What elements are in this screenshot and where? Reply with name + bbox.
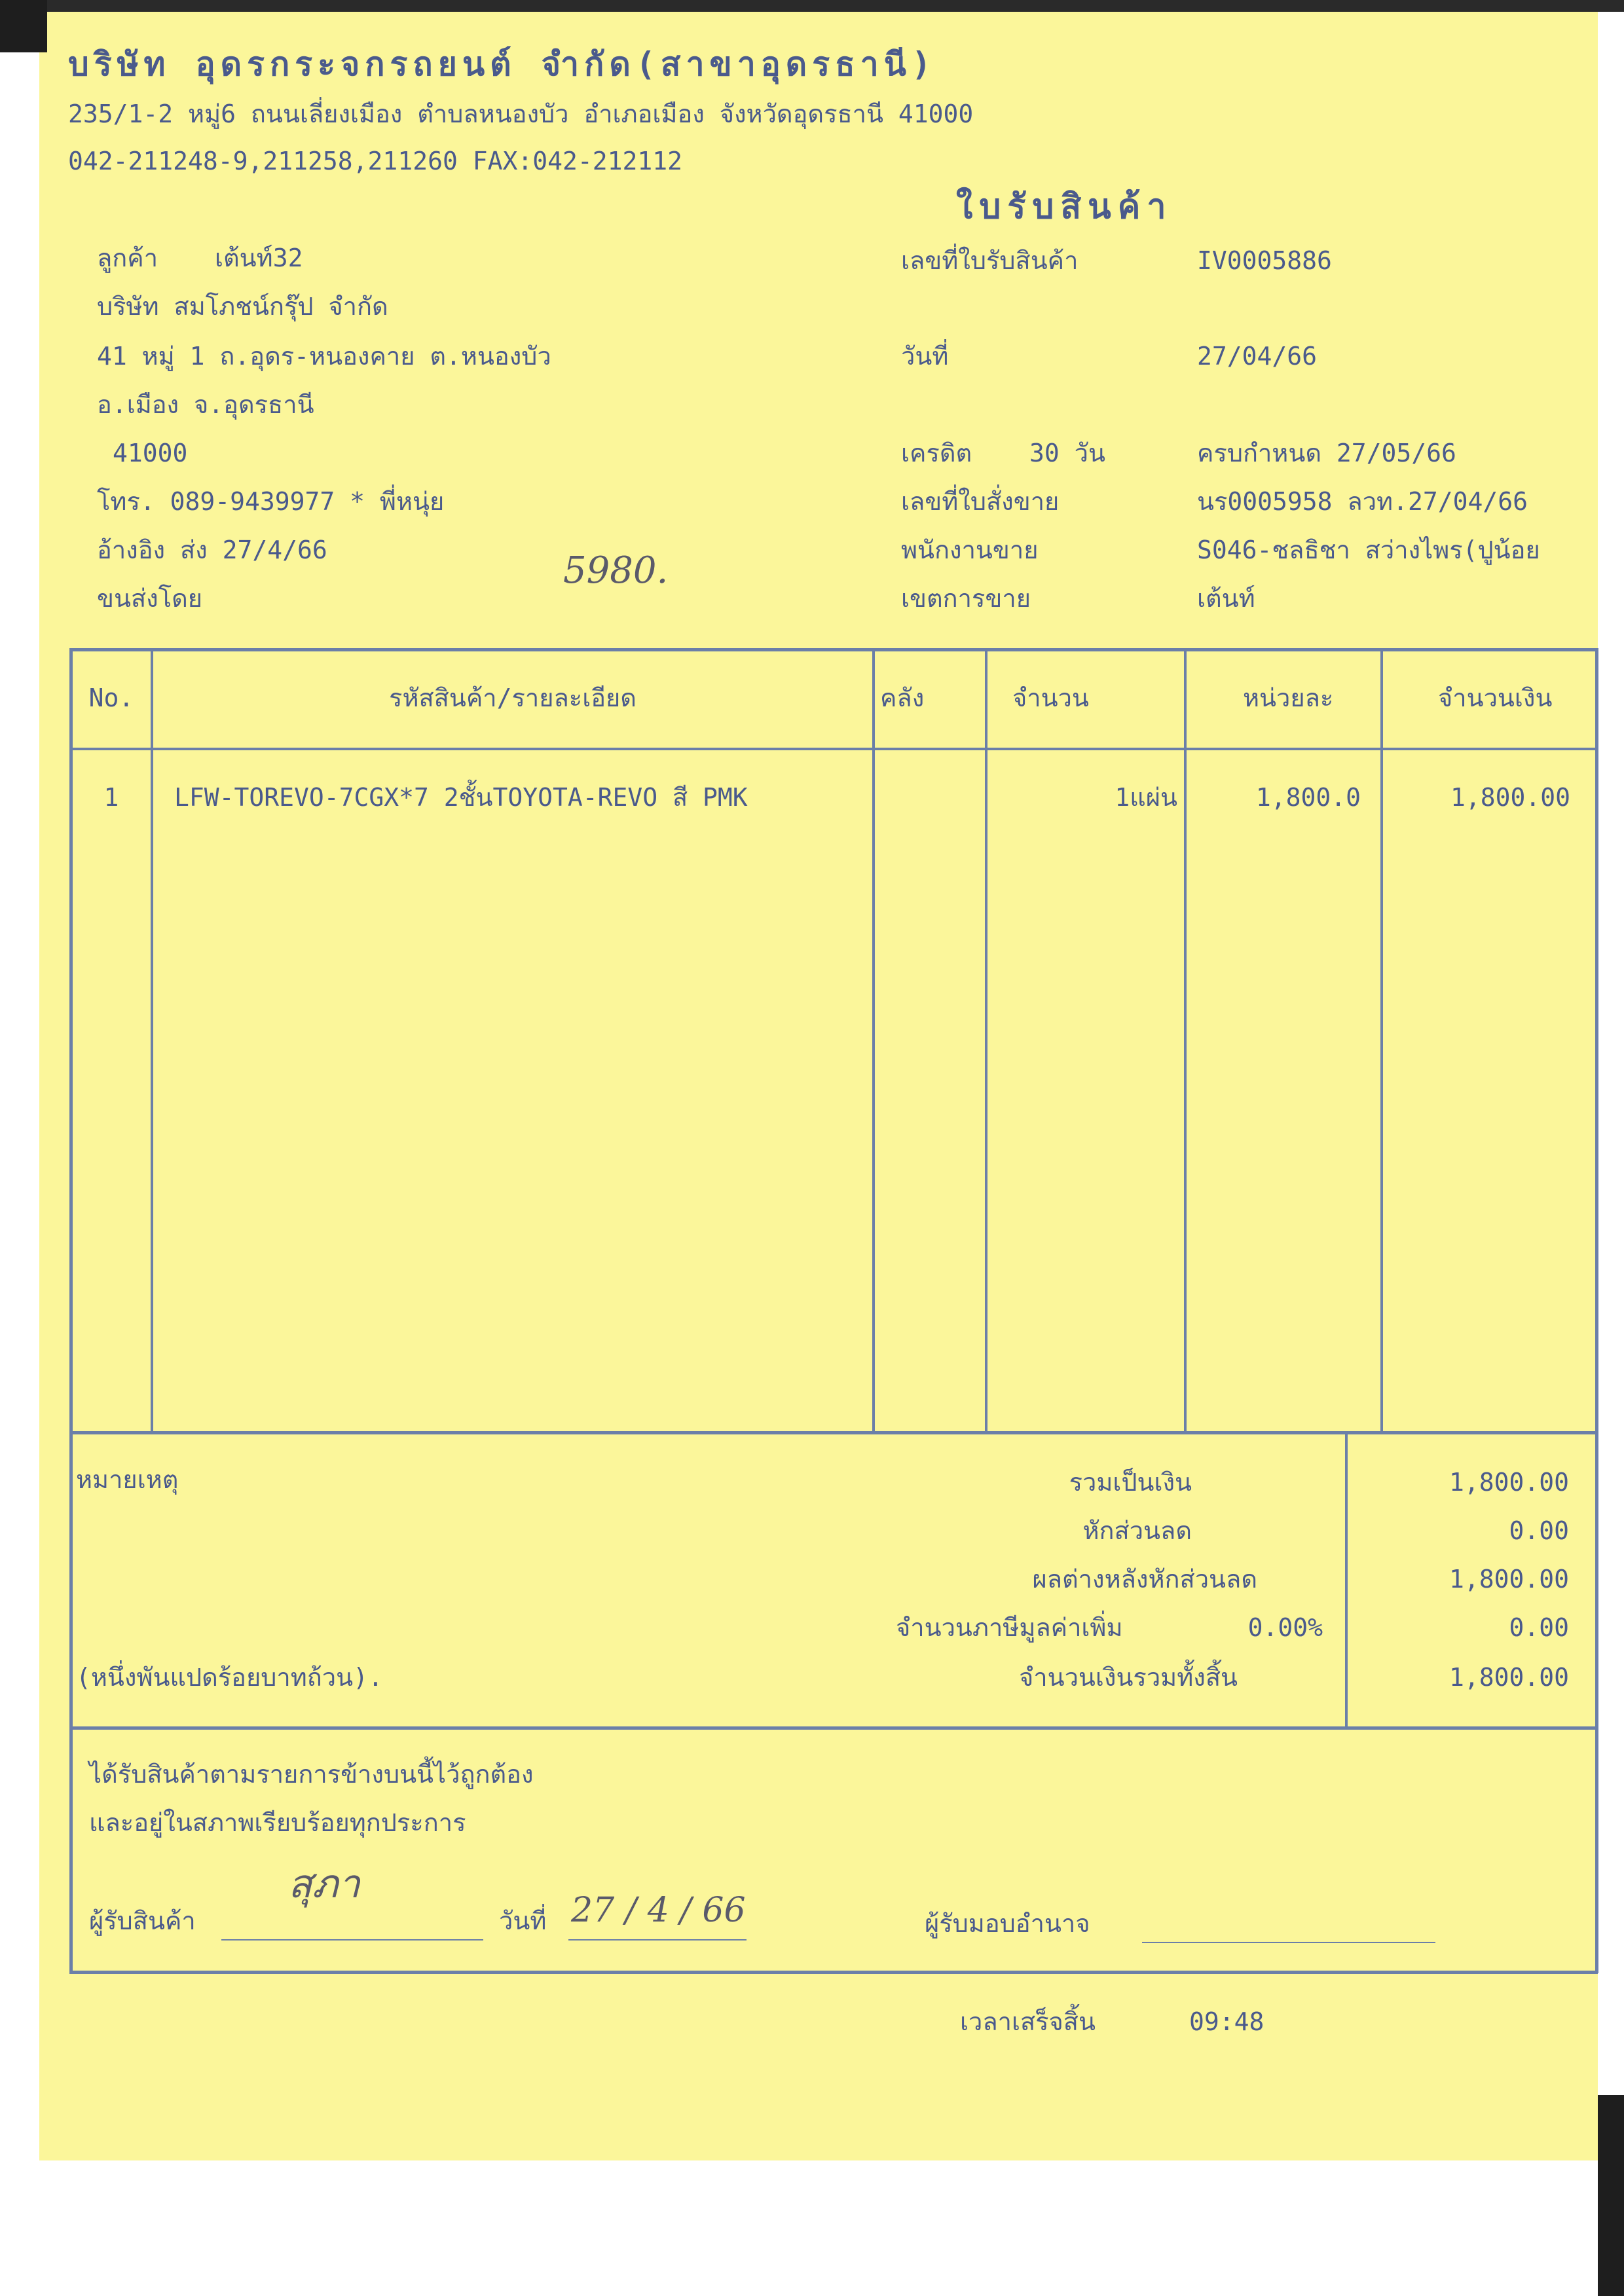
finish-time-value: 09:48 <box>1189 2007 1264 2036</box>
authorized-signature-line <box>1142 1942 1435 1943</box>
scan-edge <box>1598 2095 1624 2296</box>
vat-value: 0.00 <box>1509 1613 1569 1642</box>
sales-label: พนักงานขาย <box>901 536 1039 564</box>
table-row-qty: 1แผ่น <box>1115 783 1177 812</box>
col-header-amount: จำนวนเงิน <box>1438 683 1553 712</box>
column-divider <box>1380 648 1383 1431</box>
company-name: บริษัท อุดรกระจกรถยนต์ จำกัด(สาขาอุดรธานี) <box>68 45 937 83</box>
grand-total-label: จำนวนเงินรวมทั้งสิ้น <box>1019 1663 1238 1692</box>
doc-title: ใบรับสินค้า <box>956 187 1173 227</box>
so-label: เลขที่ใบสั่งขาย <box>901 487 1060 516</box>
summary-divider <box>1345 1434 1348 1726</box>
col-header-description: รหัสสินค้า/รายละเอียด <box>389 683 637 712</box>
column-divider <box>151 648 153 1431</box>
discount-value: 0.00 <box>1509 1516 1569 1545</box>
customer-label: ลูกค้า <box>97 244 158 272</box>
col-header-unit-price: หน่วยละ <box>1243 683 1334 712</box>
doc-no-label: เลขที่ใบรับสินค้า <box>901 246 1079 275</box>
customer-code: เต้นท์32 <box>215 244 303 272</box>
after-discount-value: 1,800.00 <box>1449 1565 1569 1594</box>
receiver-signature-line <box>221 1939 483 1941</box>
area-label: เขตการขาย <box>901 584 1031 613</box>
vat-label: จำนวนภาษีมูลค่าเพิ่ม <box>896 1613 1123 1642</box>
company-phone: 042-211248-9,211258,211260 FAX:042-212112 <box>68 147 682 175</box>
date-value: 27/04/66 <box>1197 342 1318 371</box>
customer-postcode: 41000 <box>113 439 188 467</box>
table-row-unit-price: 1,800.0 <box>1255 783 1361 812</box>
company-address: 235/1-2 หมู่6 ถนนเลี่ยงเมือง ตำบลหนองบัว อำเภอเมือง จังหวัดอุดรธานี 41000 <box>68 100 974 128</box>
col-header-no: No. <box>88 683 134 712</box>
table-row-amount: 1,800.00 <box>1450 783 1570 812</box>
sales-value: S046-ชลธิชา สว่างไพร(ปูน้อย <box>1197 536 1540 564</box>
customer-phone: โทร. 089-9439977 * พี่หนุ่ย <box>97 487 445 516</box>
doc-no: IV0005886 <box>1197 246 1332 275</box>
table-border-bottom <box>69 1431 1598 1434</box>
box-border-left <box>69 648 73 1973</box>
date-label: วันที่ <box>901 342 949 371</box>
box-border-right <box>1595 648 1598 1973</box>
discount-label: หักส่วนลด <box>1082 1516 1192 1545</box>
so-value: นร0005958 ลวท.27/04/66 <box>1197 487 1528 516</box>
receive-date-label: วันที่ <box>499 1906 547 1935</box>
after-discount-label: ผลต่างหลังหักส่วนลด <box>1032 1565 1257 1594</box>
due-date: ครบกำหนด 27/05/66 <box>1197 439 1456 467</box>
customer-address2: อ.เมือง จ.อุดรธานี <box>97 390 314 419</box>
table-border-top <box>69 648 1598 651</box>
credit-label: เครดิต <box>901 439 972 467</box>
total-value: 1,800.00 <box>1449 1468 1569 1497</box>
customer-ref: อ้างอิง ส่ง 27/4/66 <box>97 536 327 564</box>
scan-edge <box>0 0 1624 12</box>
box-border-bottom <box>69 1971 1598 1974</box>
amount-in-words: (หนึ่งพันแปดร้อยบาทถ้วน). <box>76 1663 383 1692</box>
authorized-label: ผู้รับมอบอำนาจ <box>925 1909 1090 1938</box>
col-header-store: คลัง <box>880 683 925 712</box>
remark-label: หมายเหตุ <box>76 1465 179 1494</box>
col-header-qty: จำนวน <box>1012 683 1089 712</box>
credit-value: 30 วัน <box>1029 439 1105 467</box>
scan-edge <box>0 0 47 52</box>
customer-address1: 41 หมู่ 1 ถ.อุดร-หนองคาย ต.หนองบัว <box>97 342 551 371</box>
table-header-divider <box>69 748 1598 750</box>
area-value: เต้นท์ <box>1197 584 1255 613</box>
column-divider <box>1184 648 1187 1431</box>
receiver-label: ผู้รับสินค้า <box>89 1906 196 1935</box>
total-label: รวมเป็นเงิน <box>1069 1468 1192 1497</box>
column-divider <box>985 648 987 1431</box>
receive-date-line <box>568 1939 747 1941</box>
vat-rate: 0.00% <box>1247 1613 1323 1642</box>
confirm-line2: และอยู่ในสภาพเรียบร้อยทุกประการ <box>89 1808 466 1837</box>
finish-time-label: เวลาเสร็จสิ้น <box>960 2007 1096 2036</box>
summary-border-bottom <box>69 1726 1598 1730</box>
grand-total-value: 1,800.00 <box>1449 1663 1569 1692</box>
confirm-line1: ได้รับสินค้าตามรายการข้างบนนี้ไว้ถูกต้อง <box>89 1760 534 1789</box>
customer-ship-by: ขนส่งโดย <box>97 584 203 613</box>
customer-name: บริษัท สมโภชน์กรุ๊ป จำกัด <box>97 292 388 321</box>
table-row-no: 1 <box>103 783 119 812</box>
receive-date-handwritten: 27 / 4 / 66 <box>571 1891 746 1930</box>
table-row-description: LFW-TOREVO-7CGX*7 2ชั้นTOYOTA-REVO สี PMK <box>174 783 748 812</box>
column-divider <box>872 648 875 1431</box>
receiver-signature: สุภา <box>288 1861 360 1907</box>
handwritten-note: 5980. <box>563 549 669 592</box>
